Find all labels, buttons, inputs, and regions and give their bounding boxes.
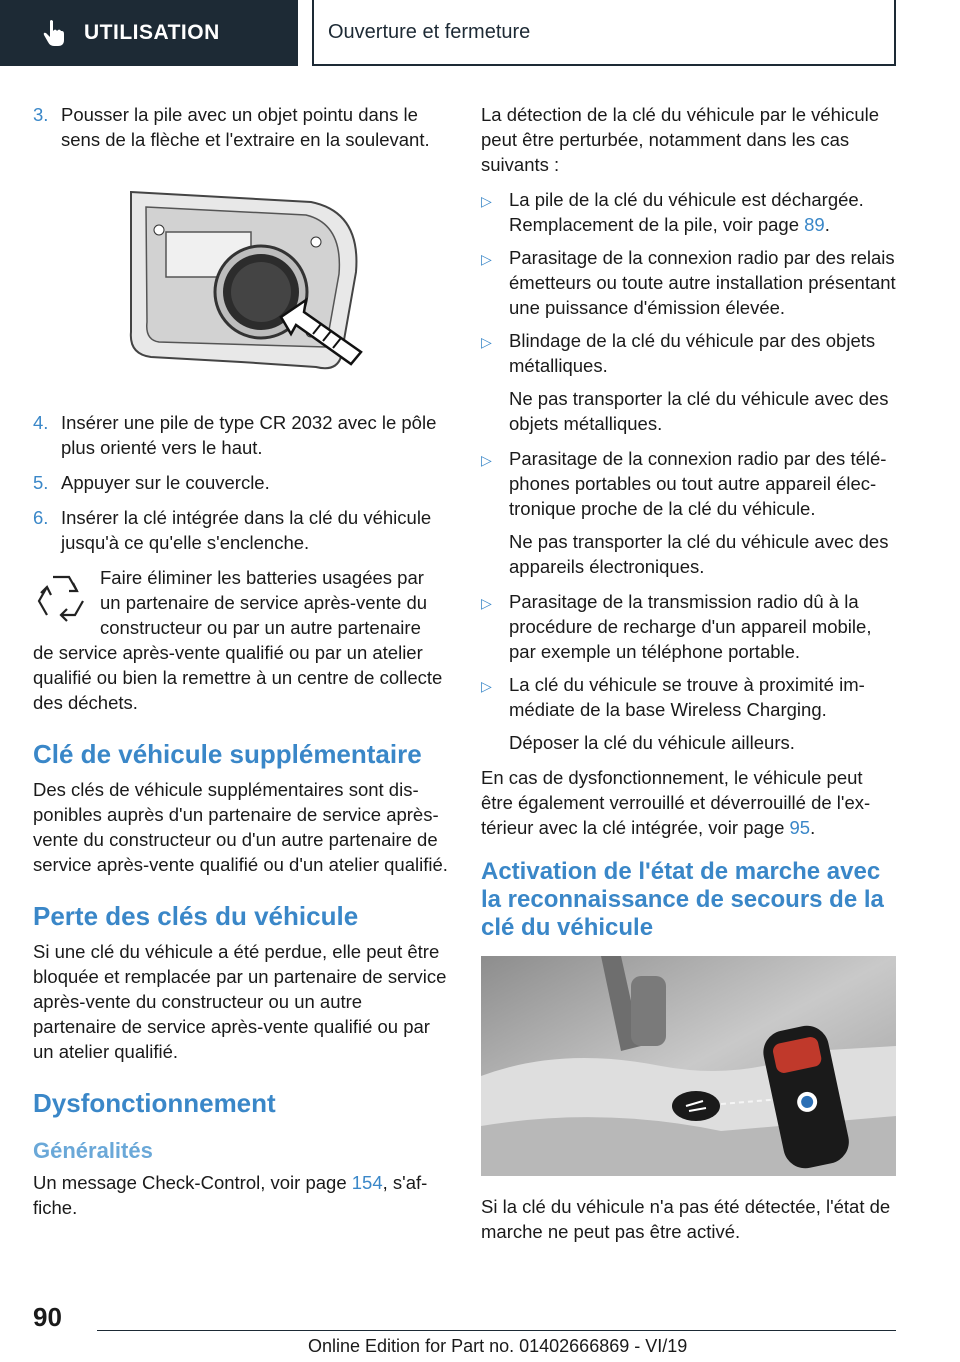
page-number: 90 — [33, 1302, 62, 1332]
recycling-notice — [33, 565, 448, 715]
triangle-bullet-icon: ▷ — [481, 193, 492, 209]
step-3 — [33, 102, 448, 152]
page-link-89[interactable]: 89 — [804, 214, 825, 235]
heading-malfunction: Dysfonctionnement — [33, 1088, 276, 1118]
page-link-95[interactable]: 95 — [789, 817, 811, 838]
recycling-text-rest: de service après-vente qualifié ou par un atelier qualifié ou bien la remettre à un centre de collecte des déchets. — [33, 642, 443, 713]
paragraph-lost-keys: Si une clé du véhicule a été perdue, elle peut être bloquée et remplacée par un partenaire de service après-vente du constructeur ou un autre partenaire de service après-vente qualifié ou par un atelier qualifié. — [33, 941, 447, 1062]
heading-activation: Activation de l'état de marche avec la reconnaissance de secours de la clé du véhicule — [481, 858, 884, 941]
step-6 — [33, 505, 448, 555]
right-column — [481, 102, 896, 1254]
step-4 — [33, 410, 448, 460]
bullet-text — [509, 187, 896, 237]
console-key-photo — [481, 956, 896, 1176]
heading-general: Généralités — [33, 1138, 153, 1163]
intro-paragraph: La détection de la clé du véhicule par le véhicule peut être perturbée, notamment dans les cas suivants : — [481, 104, 880, 175]
bullet-subtext: Ne pas transporter la clé du véhicule avec des appareils électroniques. — [509, 531, 889, 577]
bullet-text: La clé du véhicule se trouve à proximité immédiate de la base Wireless Charging. — [509, 674, 865, 720]
page-link-154[interactable]: 154 — [351, 1172, 383, 1193]
step-number: 3. — [33, 104, 49, 125]
list-item — [481, 672, 896, 722]
interference-list — [481, 187, 896, 755]
text-part: , s'affiche. — [33, 1172, 428, 1218]
triangle-bullet-icon: ▷ — [481, 595, 492, 611]
hand-pointer-icon — [38, 17, 70, 49]
paragraph-general — [33, 1170, 448, 1220]
recycle-icon — [33, 569, 89, 625]
left-column — [33, 102, 448, 1230]
list-item — [481, 328, 896, 378]
triangle-bullet-icon: ▷ — [481, 334, 492, 350]
heading-lost-keys: Perte des clés du véhicule — [33, 901, 359, 931]
chapter-tab — [312, 0, 896, 66]
bullet-subtext: Déposer la clé du véhicule ailleurs. — [509, 732, 795, 753]
bullet-text: Parasitage de la connexion radio par des téléphones portables ou tout autre appareil électronique proche de la clé du véhicule. — [509, 448, 887, 519]
paragraph-malfunction — [481, 765, 896, 840]
step-number: 4. — [33, 412, 49, 433]
recycling-text-first: Faire éliminer les batteries usagées par un partenaire de service après-vente du constructeur ou par un autre partenaire — [100, 567, 428, 638]
step-text: Pousser la pile avec un objet pointu dans le sens de la flèche et l'extraire en la soulevant. — [61, 104, 430, 150]
bullet-text: Blindage de la clé du véhicule par des objets métalliques. — [509, 330, 876, 376]
paragraph-activation: Si la clé du véhicule n'a pas été détectée, l'état de marche ne peut pas être activé. — [481, 1196, 891, 1242]
footer-divider — [97, 1330, 896, 1331]
step-text: Insérer la clé intégrée dans la clé du véhicule jusqu'à ce qu'elle s'enclenche. — [61, 507, 432, 553]
paragraph-extra-key: Des clés de véhicule supplémentaires sont disponibles auprès d'un partenaire de service après-vente du constructeur ou d'un autre partenaire de service après-vente qualifié ou d'un atelier qualifié. — [33, 779, 448, 875]
section-title: UTILISATION — [84, 21, 220, 44]
step-5 — [33, 470, 448, 495]
text-part: . — [810, 817, 816, 838]
page-header — [0, 0, 960, 66]
triangle-bullet-icon: ▷ — [481, 251, 492, 267]
heading-extra-key: Clé de véhicule supplémentaire — [33, 739, 422, 769]
step-text: Appuyer sur le couvercle. — [61, 472, 270, 493]
step-text: Insérer une pile de type CR 2032 avec le pôle plus orienté vers le haut. — [61, 412, 437, 458]
edition-label: Online Edition for Part no. 01402666869 - VI/19 — [308, 1336, 688, 1356]
bullet-subtext: Ne pas transporter la clé du véhicule avec des objets métalliques. — [509, 388, 889, 434]
key-battery-illustration — [111, 182, 381, 382]
text-part: La pile de la clé du véhicule est déchargée. Remplacement de la pile, voir page — [509, 189, 864, 235]
triangle-bullet-icon: ▷ — [481, 678, 492, 694]
triangle-bullet-icon: ▷ — [481, 452, 492, 468]
list-item — [481, 187, 896, 237]
text-part: Un message Check-Control, voir page — [33, 1172, 352, 1193]
step-number: 5. — [33, 472, 49, 493]
section-tab — [0, 0, 298, 66]
list-item — [481, 446, 896, 521]
bullet-text: Parasitage de la transmission radio dû à la procédure de recharge d'un appareil mobile, par exemple un téléphone portable. — [509, 591, 872, 662]
text-part: En cas de dysfonctionnement, le véhicule peut être également verrouillé et déverrouillé de l'extérieur avec la clé intégrée, voir page — [481, 767, 871, 838]
chapter-title: Ouverture et fermeture — [328, 20, 531, 43]
text-part: . — [824, 214, 830, 235]
list-item — [481, 589, 896, 664]
list-item — [481, 245, 896, 320]
step-number: 6. — [33, 507, 49, 528]
bullet-text: Parasitage de la connexion radio par des relais émetteurs ou toute autre installation présentant une puissance d'émission élevée. — [509, 247, 896, 318]
